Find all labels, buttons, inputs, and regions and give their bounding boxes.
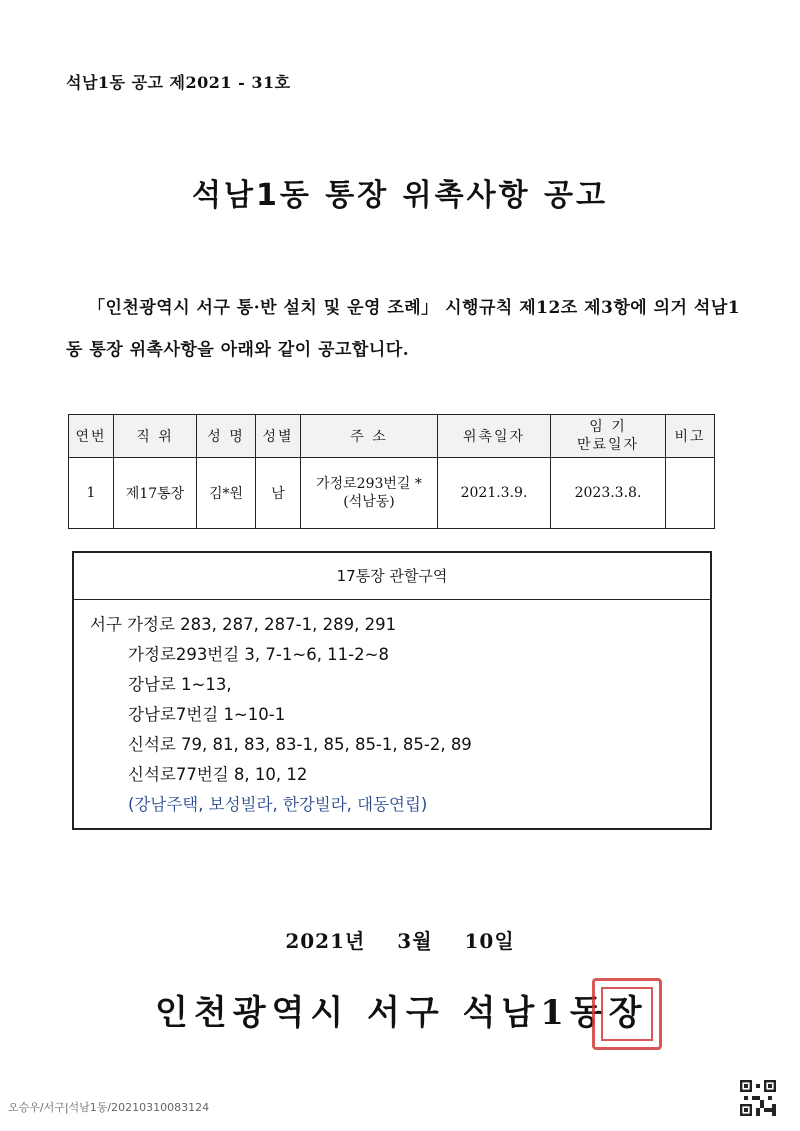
cell-address-line1: 가정로293번길 * (316, 476, 422, 492)
list-item: 신석로77번길 8, 10, 12 (128, 765, 308, 784)
qr-code-icon (740, 1080, 776, 1116)
cell-address-line2: (석남동) (343, 494, 395, 510)
list-item: 서구 가정로 283, 287, 287-1, 289, 291 (90, 615, 397, 634)
jurisdiction-list (74, 600, 710, 820)
seal-inner-frame (601, 987, 653, 1041)
appointment-table (68, 414, 715, 529)
cell-no: 1 (69, 458, 114, 529)
cell-term-end: 2023.3.8. (551, 458, 666, 529)
date-month: 3월 (397, 929, 433, 953)
intro-paragraph: 「인천광역시 서구 통·반 설치 및 운영 조례」 시행규칙 제12조 제3항에 의거 석남1동 통장 위촉사항을 아래와 같이 공고합니다. (66, 298, 741, 360)
cell-name: 김*원 (197, 458, 256, 529)
cell-address (301, 458, 438, 529)
page-title: 석남1동 통장 위촉사항 공고 (192, 178, 608, 213)
cell-position: 제17통장 (114, 458, 197, 529)
header-no: 연번 (69, 415, 114, 458)
date-day: 10일 (464, 929, 515, 953)
header-position: 직 위 (114, 415, 197, 458)
header-address: 주 소 (301, 415, 438, 458)
list-item: 가정로293번길 3, 7-1~6, 11-2~8 (128, 645, 389, 664)
cell-appointed-date: 2021.3.9. (438, 458, 551, 529)
header-appointed-date: 위촉일자 (438, 415, 551, 458)
notice-number: 석남1동 공고 제2021 - 31호 (66, 73, 291, 92)
jurisdiction-header: 17통장 관할구역 (74, 553, 710, 600)
date-year: 2021년 (285, 929, 366, 953)
official-seal (592, 978, 662, 1050)
issuer-name: 인천광역시 서구 석남1동장 (155, 993, 648, 1033)
cell-remarks (666, 458, 715, 529)
footer-stamp: 오승우/서구|석남1동/20210310083124 (8, 1101, 210, 1114)
cell-gender: 남 (256, 458, 301, 529)
header-term-end (551, 415, 666, 458)
header-name: 성 명 (197, 415, 256, 458)
list-item: 신석로 79, 81, 83, 83-1, 85, 85-1, 85-2, 89 (128, 735, 472, 754)
table-header-row (69, 415, 715, 458)
notice-date (0, 925, 800, 954)
header-term-line2: 만료일자 (576, 437, 640, 453)
jurisdiction-box (72, 551, 712, 830)
list-item: 강남로7번길 1~10-1 (128, 705, 286, 724)
table-row (69, 458, 715, 529)
header-remarks: 비고 (666, 415, 715, 458)
list-item: 강남로 1~13, (128, 675, 232, 694)
header-gender: 성별 (256, 415, 301, 458)
list-item-note: (강남주택, 보성빌라, 한강빌라, 대동연립) (128, 795, 428, 814)
header-term-line1: 임 기 (589, 419, 627, 435)
